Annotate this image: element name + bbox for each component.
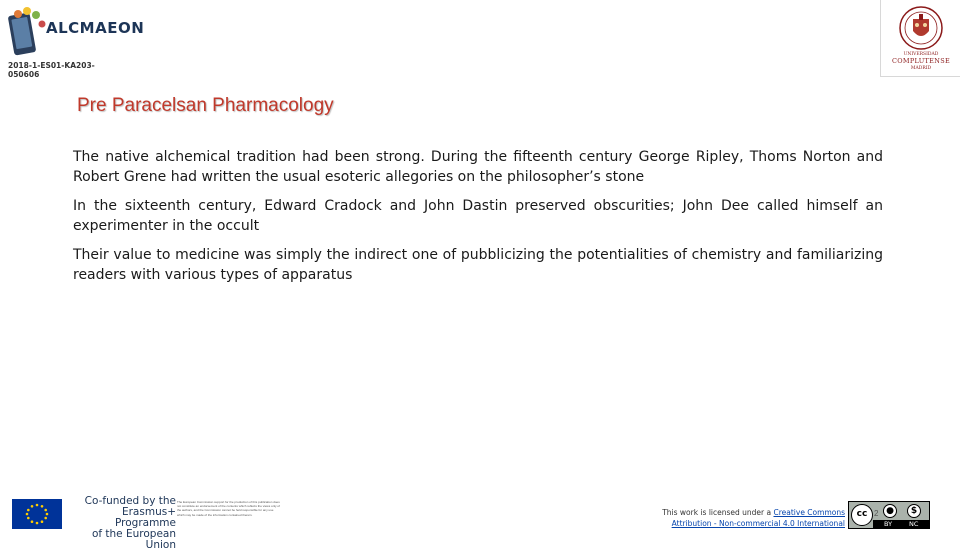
license-link-attribution[interactable]: Attribution - Non-commercial 4.0 International bbox=[671, 519, 845, 528]
university-seal-icon bbox=[897, 5, 945, 51]
cc-icon: cc bbox=[851, 504, 873, 526]
cc-by-label: BY bbox=[884, 520, 893, 528]
license-link-cc[interactable]: Creative Commons bbox=[773, 508, 845, 517]
paragraph-1: The native alchemical tradition had been strong. During the fifteenth century George Ripley, Thoms Norton and Robert Grene had written the usual esoteric allegories on the philosopher’s stone bbox=[73, 149, 883, 185]
nc-dollar-icon: $ bbox=[907, 504, 921, 518]
slide-body bbox=[73, 147, 883, 294]
cc-label-strip bbox=[873, 520, 930, 529]
paragraph-2: In the sixteenth century, Edward Cradock and John Dastin preserved obscurities; John Dee called himself an experimenter in the occult bbox=[73, 198, 883, 234]
eu-line-3: of the European Union bbox=[91, 528, 176, 551]
license-prefix: This work is licensed under a bbox=[662, 508, 772, 517]
logo-text: ALCMAEON bbox=[46, 19, 145, 37]
cc-nc-label: NC bbox=[909, 520, 919, 528]
eu-disclaimer: The European Commission support for the production of this publication does not constitute an endorsement of the contents which reflects the views only of the authors, and the Commission cannot be held responsible for any use which may be made of the information contained therein. bbox=[177, 500, 280, 517]
ucm-logo bbox=[880, 0, 960, 77]
university-line1: UNIVERSIDAD bbox=[903, 52, 939, 57]
alcmaeon-logo bbox=[6, 2, 145, 79]
paragraph-3: Their value to medicine was simply the indirect one of pubblicizing the potentialities of chemistry and familiarizing readers with various types of apparatus bbox=[73, 247, 883, 283]
eu-line-2: Erasmus+ Programme bbox=[115, 506, 176, 529]
tablet-logo-icon bbox=[8, 6, 48, 60]
slide-title: Pre Paracelsan Pharmacology bbox=[77, 95, 334, 116]
project-code: 2018-1-ES01-KA203-050606 bbox=[8, 61, 95, 79]
university-line3: MADRID bbox=[910, 66, 932, 71]
eu-line-1: Co-funded by the bbox=[84, 495, 176, 507]
page-number: 2 bbox=[874, 509, 879, 518]
eu-flag-icon bbox=[12, 499, 62, 529]
eu-cofunded-text bbox=[70, 496, 176, 551]
university-line2: COMPLUTENSE bbox=[891, 57, 951, 65]
license-notice bbox=[640, 507, 845, 529]
by-person-icon: ● bbox=[883, 504, 897, 518]
cc-license-badge[interactable] bbox=[848, 501, 930, 529]
